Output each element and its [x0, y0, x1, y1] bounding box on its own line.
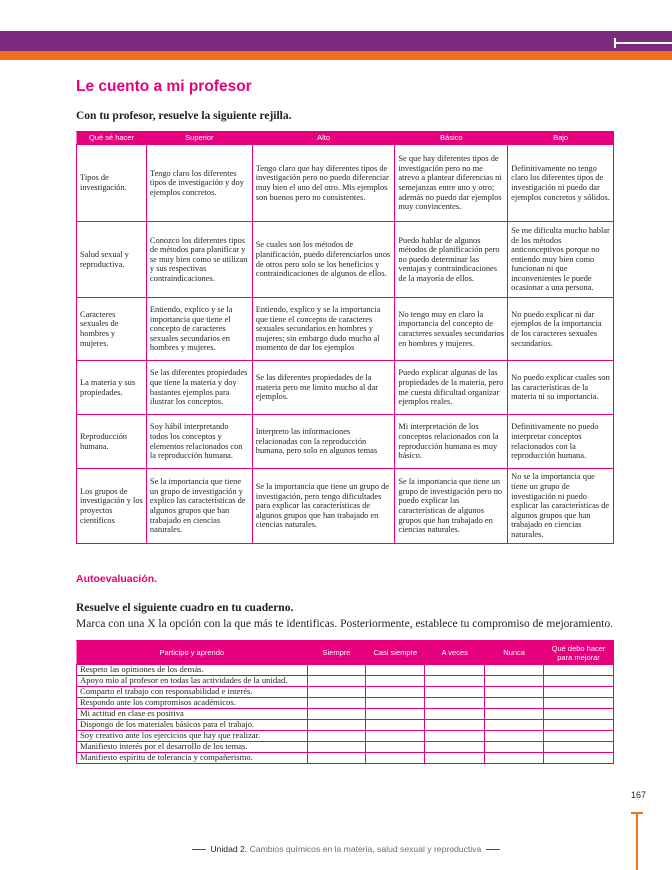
- check-cell-casi-siempre[interactable]: [366, 698, 425, 709]
- selfeval-subinstruction: Marca con una X la opción con la que más te identificas. Posteriormente, establece tu compromiso de mejoramiento.: [76, 618, 614, 630]
- rubric-cell: La materia y sus propiedades.: [77, 361, 147, 415]
- check-cell-nunca[interactable]: [485, 753, 544, 764]
- selfeval-statement: Comparto el trabajo con responsabilidad e interés.: [77, 687, 308, 698]
- improve-cell[interactable]: [544, 665, 614, 676]
- selfeval-row: [77, 753, 614, 764]
- check-cell-casi-siempre[interactable]: [366, 742, 425, 753]
- check-cell-a-veces[interactable]: [425, 687, 485, 698]
- check-cell-siempre[interactable]: [307, 676, 366, 687]
- selfeval-statement: Mi actitud en clase es positiva: [77, 709, 308, 720]
- rubric-header-cell: Básico: [395, 132, 508, 145]
- selfeval-header-cell: Nunca: [485, 641, 544, 665]
- check-cell-a-veces[interactable]: [425, 665, 485, 676]
- check-cell-nunca[interactable]: [485, 720, 544, 731]
- rubric-cell: Se la importancia que tiene un grupo de investigación y explico las características de algunos grupos que han trabajado en ciencias naturales.: [146, 469, 252, 544]
- rubric-header-cell: Qué sé hacer: [77, 132, 147, 145]
- rubric-cell: No puedo explicar cuales son las características de la materia ni su importancia.: [508, 361, 614, 415]
- improve-cell[interactable]: [544, 709, 614, 720]
- improve-cell[interactable]: [544, 687, 614, 698]
- rubric-row: [77, 222, 614, 298]
- autoevaluation-title: Autoevaluación.: [76, 573, 158, 585]
- rubric-cell: Conozco los diferentes tipos de métodos para planificar y se muy bien como se utilizan y sus respectivas contraindicaciones.: [146, 222, 252, 298]
- selfeval-statement: Manifiesto interés por el desarrollo de los temas.: [77, 742, 308, 753]
- check-cell-casi-siempre[interactable]: [366, 709, 425, 720]
- footer-text: Cambios químicos en la materia, salud sexual y reproductiva: [249, 844, 482, 854]
- selfeval-statement: Respeto las opiniones de los demás.: [77, 665, 308, 676]
- selfeval-header-cell: Casi siempre: [366, 641, 425, 665]
- page-title: Le cuento a mi profesor: [76, 78, 252, 95]
- page-number-line: [636, 812, 638, 870]
- check-cell-nunca[interactable]: [485, 665, 544, 676]
- selfeval-row: [77, 709, 614, 720]
- rubric-cell: Reproducción humana.: [77, 415, 147, 469]
- improve-cell[interactable]: [544, 753, 614, 764]
- check-cell-casi-siempre[interactable]: [366, 731, 425, 742]
- rubric-cell: No se la importancia que tiene un grupo de investigación ni puedo explicar las características de algunos grupos que han trabajado en ciencias naturales.: [508, 469, 614, 544]
- check-cell-siempre[interactable]: [307, 709, 366, 720]
- rubric-header-cell: Superior: [146, 132, 252, 145]
- selfeval-header-cell: Participo y aprendo: [77, 641, 308, 665]
- rubric-cell: Caracteres sexuales de hombres y mujeres.: [77, 298, 147, 361]
- rubric-cell: Los grupos de investigación y los proyectos científicos: [77, 469, 147, 544]
- check-cell-nunca[interactable]: [485, 742, 544, 753]
- check-cell-nunca[interactable]: [485, 698, 544, 709]
- rubric-header-row: [77, 132, 614, 145]
- rubric-cell: Se las diferentes propiedades de la materia pero me limito mucho al dar ejemplos.: [252, 361, 395, 415]
- footer-unit: Unidad 2.: [210, 844, 248, 854]
- rubric-cell: Se las diferentes propiedades que tiene la materia y doy bastantes ejemplos para ilustrar los conceptos.: [146, 361, 252, 415]
- rubric-row: [77, 298, 614, 361]
- check-cell-casi-siempre[interactable]: [366, 676, 425, 687]
- selfeval-table: [76, 640, 614, 764]
- selfeval-header-cell: Qué debo hacer para mejorar: [544, 641, 614, 665]
- check-cell-a-veces[interactable]: [425, 753, 485, 764]
- rubric-cell: Se que hay diferentes tipos de investigación pero no me atrevo a plantear diferencias ni semejanzas entre uno y otro; además no puedo dar ejemplos muy convincentes.: [395, 145, 508, 222]
- rubric-cell: No tengo muy en claro la importancia del concepto de caracteres sexuales secundarios en hombres y mujeres.: [395, 298, 508, 361]
- rubric-cell: Se me dificulta mucho hablar de los métodos anticonceptivos porque no entiendo muy bien como funcionan ni que inconvenientes le puede ocasionar a una persona.: [508, 222, 614, 298]
- check-cell-nunca[interactable]: [485, 687, 544, 698]
- rubric-cell: No puedo explicar ni dar ejemplos de la importancia de los caracteres sexuales secundarios.: [508, 298, 614, 361]
- rubric-header-cell: Alto: [252, 132, 395, 145]
- page-number-tick: [631, 812, 643, 814]
- rubric-cell: Puedo explicar algunas de las propiedades de la materia, pero me cuesta dificultad organizar ejemplos reales.: [395, 361, 508, 415]
- check-cell-nunca[interactable]: [485, 709, 544, 720]
- selfeval-header-row: [77, 641, 614, 665]
- selfeval-row: [77, 676, 614, 687]
- selfeval-statement: Soy creativo ante los ejercicios que hay que realizar.: [77, 731, 308, 742]
- rubric-cell: Entiendo, explico y se la importancia que tiene el concepto de caracteres sexuales secundarios en hombres y mujeres.: [146, 298, 252, 361]
- rubric-row: [77, 469, 614, 544]
- check-cell-casi-siempre[interactable]: [366, 720, 425, 731]
- check-cell-casi-siempre[interactable]: [366, 687, 425, 698]
- check-cell-a-veces[interactable]: [425, 698, 485, 709]
- rubric-cell: Definitivamente no puedo interpretar conceptos relacionados con la reproducción humana.: [508, 415, 614, 469]
- check-cell-siempre[interactable]: [307, 665, 366, 676]
- rubric-cell: Se la importancia que tiene un grupo de investigación, pero tengo dificultades para explicar las características de algunos grupos que han trabajado en ciencias naturales.: [252, 469, 395, 544]
- rubric-cell: Interpreto las informaciones relacionadas con la reproducción humana, pero solo en algunos temas: [252, 415, 395, 469]
- rubric-table: [76, 131, 614, 544]
- header-band-orange: [0, 51, 672, 60]
- improve-cell[interactable]: [544, 698, 614, 709]
- check-cell-siempre[interactable]: [307, 698, 366, 709]
- selfeval-row: [77, 720, 614, 731]
- rubric-row: [77, 361, 614, 415]
- rubric-cell: Se la importancia que tiene un grupo de investigación pero no puedo explicar las características de algunos grupos que han trabajado en ciencias naturales.: [395, 469, 508, 544]
- rubric-cell: Entiendo, explico y se la importancia que tiene el concepto de caracteres sexuales secundarios en hombres y mujeres; sin embargo dudo mucho al momento de dar los ejemplos: [252, 298, 395, 361]
- footer: [190, 844, 502, 854]
- header-band-purple: [0, 31, 672, 51]
- rubric-cell: Tengo claro los diferentes tipos de investigación y doy ejemplos concretos.: [146, 145, 252, 222]
- rubric-cell: Salud sexual y reproductiva.: [77, 222, 147, 298]
- selfeval-row: [77, 742, 614, 753]
- rubric-row: [77, 145, 614, 222]
- selfeval-header-cell: A veces: [425, 641, 485, 665]
- check-cell-a-veces[interactable]: [425, 742, 485, 753]
- footer-line-right: [486, 849, 500, 850]
- selfeval-header-cell: Siempre: [307, 641, 366, 665]
- selfeval-row: [77, 731, 614, 742]
- check-cell-a-veces[interactable]: [425, 720, 485, 731]
- rubric-cell: Soy hábil interpretando todos los conceptos y elementos relacionados con la reproducción humana.: [146, 415, 252, 469]
- check-cell-a-veces[interactable]: [425, 676, 485, 687]
- improve-cell[interactable]: [544, 720, 614, 731]
- check-cell-nunca[interactable]: [485, 676, 544, 687]
- check-cell-casi-siempre[interactable]: [366, 665, 425, 676]
- rubric-header-cell: Bajo: [508, 132, 614, 145]
- rubric-cell: Mi interpretación de los conceptos relacionados con la reproducción humana es muy básico.: [395, 415, 508, 469]
- rubric-row: [77, 415, 614, 469]
- rubric-instruction: Con tu profesor, resuelve la siguiente rejilla.: [76, 110, 292, 122]
- selfeval-row: [77, 698, 614, 709]
- rubric-cell: Definitivamente no tengo claro los diferentes tipos de investigación ni puedo dar ejemplos concretos y sólidos.: [508, 145, 614, 222]
- selfeval-statement: Respondo ante los compromisos académicos.: [77, 698, 308, 709]
- check-cell-siempre[interactable]: [307, 731, 366, 742]
- check-cell-siempre[interactable]: [307, 687, 366, 698]
- improve-cell[interactable]: [544, 731, 614, 742]
- header-tick-decoration: [614, 38, 616, 48]
- header-line-decoration: [614, 42, 672, 44]
- rubric-cell: Tengo claro que hay diferentes tipos de investigación pero no puedo diferenciar muy bien el uno del otro. Mis ejemplos son buenos pero no consistentes.: [252, 145, 395, 222]
- check-cell-siempre[interactable]: [307, 742, 366, 753]
- selfeval-row: [77, 665, 614, 676]
- rubric-cell: Se cuales son los métodos de planificación, puedo diferenciarlos unos de otros pero solo se los beneficios y contraindicaciones de algunos de ellos.: [252, 222, 395, 298]
- selfeval-instruction: Resuelve el siguiente cuadro en tu cuaderno.: [76, 602, 294, 614]
- selfeval-statement: Apoyo mío al profesor en todas las actividades de la unidad.: [77, 676, 308, 687]
- selfeval-statement: Manifiesto espíritu de tolerancia y compañerismo.: [77, 753, 308, 764]
- check-cell-a-veces[interactable]: [425, 731, 485, 742]
- rubric-cell: Tipos de investigación.: [77, 145, 147, 222]
- page-number: 167: [631, 790, 647, 800]
- improve-cell[interactable]: [544, 742, 614, 753]
- improve-cell[interactable]: [544, 676, 614, 687]
- check-cell-nunca[interactable]: [485, 731, 544, 742]
- check-cell-a-veces[interactable]: [425, 709, 485, 720]
- selfeval-statement: Dispongo de los materiales básicos para el trabajo.: [77, 720, 308, 731]
- check-cell-siempre[interactable]: [307, 720, 366, 731]
- check-cell-casi-siempre[interactable]: [366, 753, 425, 764]
- rubric-cell: Puedo hablar de algunos métodos de planificación pero no puedo determinar las ventajas y contraindicaciones de la mayoría de ellos.: [395, 222, 508, 298]
- footer-line-left: [192, 849, 206, 850]
- selfeval-row: [77, 687, 614, 698]
- check-cell-siempre[interactable]: [307, 753, 366, 764]
